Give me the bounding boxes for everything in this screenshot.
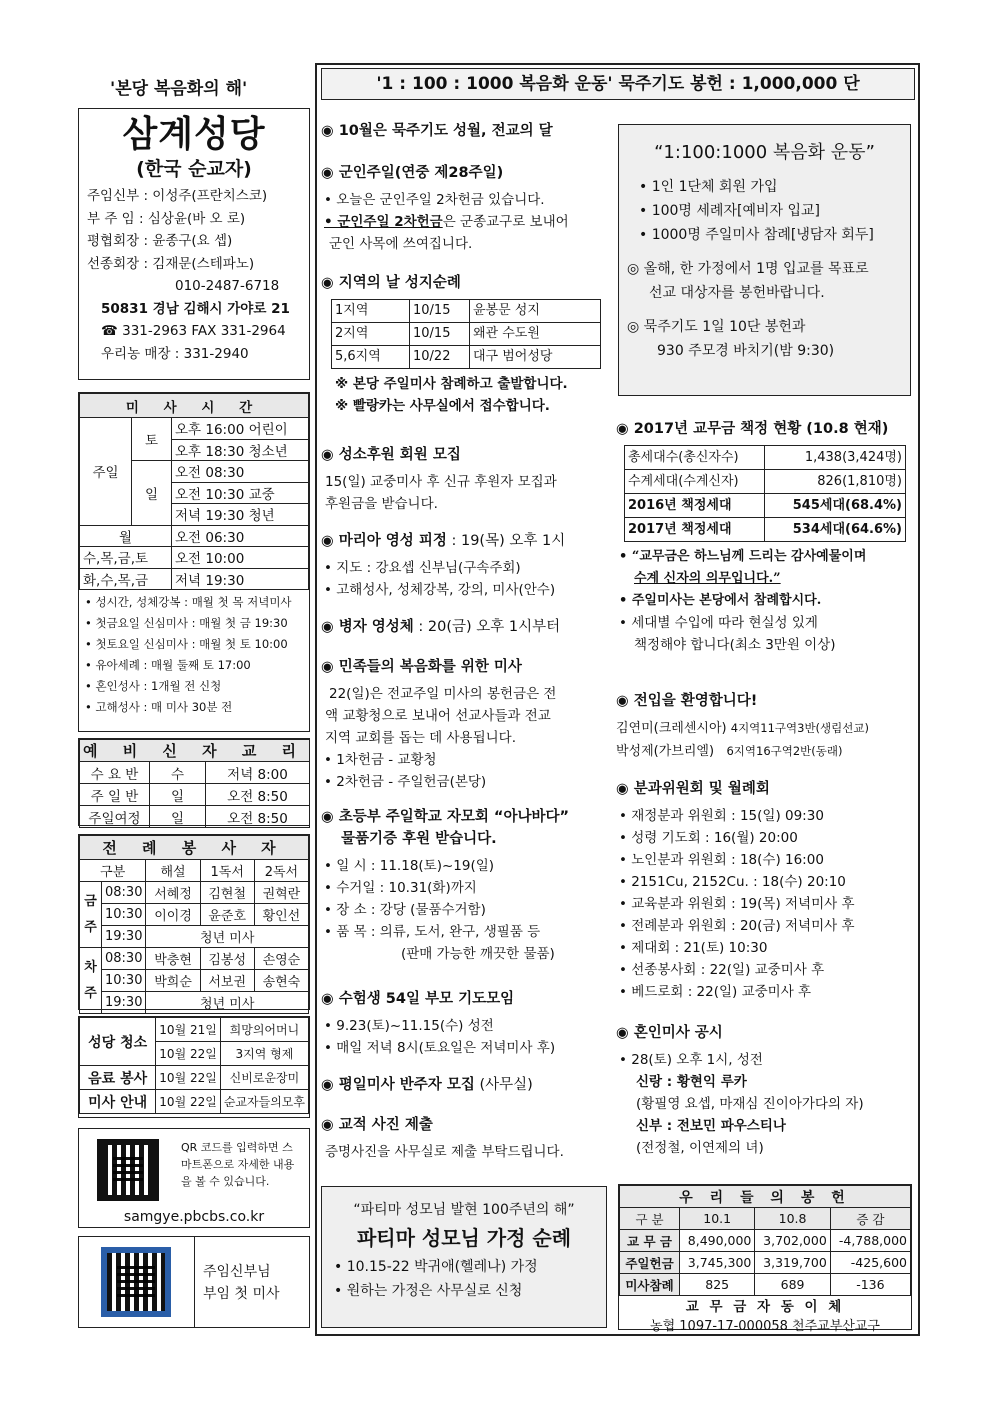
note-item: • 성시간, 성체강복 : 매월 첫 목 저녁미사 — [85, 595, 292, 609]
text-line: 후원금을 받습니다. — [325, 496, 438, 512]
shop: 우리농 매장 : 331-2940 — [101, 345, 249, 362]
note-item: • 첫금요일 신심미사 : 매월 첫 금 19:30 — [85, 616, 288, 630]
class-day: 수 — [150, 762, 206, 784]
movement-title: “1:100:1000 복음화 운동” — [654, 142, 875, 163]
meeting-item: • 선종봉사회 : 22(일) 교중미사 후 — [619, 962, 825, 978]
text-line: • 1인 1단체 회원 가입 — [639, 179, 778, 195]
text-line: • 2차헌금 - 주일헌금(본당) — [324, 774, 487, 790]
duty-label: 음료 봉사 — [80, 1066, 156, 1090]
pilgrimage-table: 1지역 10/15 윤봉문 성지 2지역 10/15 왜관 수도원 5,6지역 10/22 대구 범어성당 — [331, 299, 601, 369]
mass-time: 오전 10:00 — [172, 547, 309, 569]
mass-day: 월 — [80, 525, 172, 547]
newcomer-name: 박성제(가브리엘) — [616, 744, 715, 759]
class-name: 주일여정 — [80, 806, 150, 828]
text-line: • 100명 세례자[예비자 입교] — [639, 203, 820, 219]
exam-prayer-title: ◉ 수험생 54일 부모 기도모임 — [321, 991, 515, 1007]
fatima-year: “파티마 성모님 발현 100주년의 해” — [353, 1202, 575, 1218]
text-line: • 세대별 수입에 따라 현실성 있게 — [619, 615, 818, 631]
year-theme: '본당 복음화의 해' — [110, 79, 248, 99]
col-head: 구분 — [80, 860, 146, 882]
time-cell: 19:30 — [102, 926, 146, 948]
text-line: (황필영 요셉, 마재심 진이아가다의 자) — [636, 1096, 864, 1112]
text-line: 지역 교회를 돕는 데 사용됩니다. — [325, 730, 516, 746]
class-time: 오전 8:50 — [206, 784, 310, 806]
text-line: ◎ 묵주기도 1일 10단 봉헌과 — [627, 319, 806, 335]
qr-code-icon[interactable] — [101, 1247, 171, 1317]
mass-times — [78, 392, 310, 732]
anabada-title: ◉ 초등부 주일학교 자모회 “아나바다” — [321, 809, 570, 825]
duty-date: 10월 21일 — [156, 1018, 221, 1042]
duty-label: 성당 청소 — [80, 1018, 156, 1066]
meetings-title: ◉ 분과위원회 및 월례회 — [616, 781, 770, 797]
staff-council: 평협회장 : 윤종구(요 셉) — [87, 233, 233, 249]
sat-label: 토 — [132, 418, 172, 461]
mass-time: 오전 08:30 — [172, 461, 309, 483]
text-line: • 군인주일 2차헌금 — [324, 214, 443, 230]
name-cell: 이이경 — [146, 904, 200, 926]
groom: 신랑 : 황현익 루카 — [636, 1074, 747, 1090]
note-item: • 유아세례 : 매월 둘째 토 17:00 — [85, 658, 251, 672]
duty-group: 순교자들의모후 — [220, 1090, 308, 1114]
duty-group: 3지역 형제 — [220, 1042, 308, 1066]
text-line: • 수거일 : 10.31(화)까지 — [324, 880, 477, 896]
text-line: • 고해성사, 성체강복, 강의, 미사(안수) — [324, 582, 556, 598]
text-line: (전정철, 이연제의 녀) — [636, 1140, 764, 1156]
first-mass-label: 주임신부님 부임 첫 미사 — [203, 1264, 280, 1302]
meeting-item: • 제대회 : 21(토) 10:30 — [619, 940, 768, 956]
time-cell: 10:30 — [102, 904, 146, 926]
tel-fax: ☎ 331-2963 FAX 331-2964 — [101, 323, 286, 339]
movement-box — [618, 124, 911, 396]
text-line: • 1000명 주일미사 참례[냉담자 회두] — [639, 227, 874, 243]
name-cell: 손영순 — [254, 948, 308, 970]
text-line: • 매일 저녁 8시(토요일은 저녁미사 후) — [324, 1040, 556, 1056]
qr-box — [78, 1128, 310, 1228]
text-line: 증명사진을 사무실로 제출 부탁드립니다. — [325, 1144, 564, 1160]
offering-title: 우 리 들 의 봉 헌 — [620, 1186, 911, 1208]
time-cell: 10:30 — [102, 970, 146, 992]
auto-transfer-label: 교 무 금 자 동 이 체 — [685, 1299, 845, 1315]
mass-day: 수,목,금,토 — [80, 547, 172, 569]
name-cell: 서혜정 — [146, 882, 200, 904]
text-line: • 1차헌금 - 교황청 — [324, 752, 437, 768]
qr-code-icon[interactable] — [97, 1139, 159, 1201]
parish-info-box — [78, 108, 310, 380]
name-cell: 송현숙 — [254, 970, 308, 992]
vocation-title: ◉ 성소후원 회원 모집 — [321, 447, 461, 463]
name-cell: 박충현 — [146, 948, 200, 970]
text-line: • 28(토) 오후 1시, 성전 — [619, 1052, 763, 1068]
catechumen-title: 예 비 신 자 교 리 — [80, 740, 310, 762]
youth-mass: 청년 미사 — [146, 926, 309, 948]
note-item: • 고해성사 : 매 미사 30분 전 — [85, 700, 233, 714]
rosary-month: ◉ 10월은 묵주기도 성월, 전교의 달 — [321, 123, 553, 139]
mission-mass-title: ◉ 민족들의 복음화를 위한 미사 — [321, 659, 522, 675]
photo-title: ◉ 교적 사진 제출 — [321, 1117, 433, 1133]
text-line: 수계 신자의 의무입니다.” — [634, 571, 781, 586]
fatima-box — [321, 1186, 607, 1328]
mass-notes — [79, 590, 309, 720]
youth-mass: 청년 미사 — [146, 992, 309, 1014]
name-cell: 김봉성 — [200, 948, 254, 970]
duty-group: 신비로운장미 — [220, 1066, 308, 1090]
text-line: 액 교황청으로 보내어 선교사들과 전교 — [325, 708, 551, 724]
newcomer-area: 4지역11구역3반(생림선교) — [730, 721, 869, 735]
welcome-title: ◉ 전입을 환영합니다! — [616, 693, 758, 709]
text-line: ※ 빨랑카는 사무실에서 접수합니다. — [335, 398, 550, 414]
text-line: • 장 소 : 강당 (물품수거함) — [324, 902, 486, 918]
duty-table — [78, 1016, 310, 1118]
col-head: 해설 — [146, 860, 200, 882]
liturgy-table — [78, 834, 310, 1010]
retreat-title: ◉ 마리아 영성 피정 : 19(목) 오후 1시 — [321, 533, 566, 549]
time-cell: 08:30 — [102, 882, 146, 904]
class-name: 수 요 반 — [80, 762, 150, 784]
duty-date: 10월 22일 — [156, 1090, 221, 1114]
name-cell: 박희순 — [146, 970, 200, 992]
bank-account: 농협 1097-17-000058 천주교부산교구 — [650, 1319, 880, 1334]
name-cell: 황인선 — [254, 904, 308, 926]
class-time: 오전 8:50 — [206, 806, 310, 828]
catechumen-table — [78, 738, 310, 826]
address: 50831 경남 김해시 가야로 21 — [101, 300, 290, 317]
name-cell: 서보권 — [200, 970, 254, 992]
class-name: 주 일 반 — [80, 784, 150, 806]
time-cell: 19:30 — [102, 992, 146, 1014]
staff-assistant: 부 주 임 : 심상윤(바 오 로) — [87, 210, 246, 227]
newcomer-name: 김연미(크레센시아) — [616, 721, 727, 736]
sick-communion-title: ◉ 병자 영성체 : 20(금) 오후 1시부터 — [321, 619, 561, 635]
duty-group: 희망의어머니 — [220, 1018, 308, 1042]
video-box — [78, 1236, 310, 1328]
dues-title: ◉ 2017년 교무금 책정 현황 (10.8 현재) — [616, 421, 889, 437]
duty-label: 미사 안내 — [80, 1090, 156, 1114]
note-item: • 혼인성사 : 1개월 전 신청 — [85, 679, 222, 693]
text-line: • 일 시 : 11.18(토)~19(일) — [324, 858, 495, 874]
text-line: ◎ 올해, 한 가정에서 1명 입교를 목표로 — [627, 261, 869, 277]
text-line: 15(일) 교중미사 후 신규 후원자 모집과 — [325, 474, 557, 490]
col-head: 2독서 — [254, 860, 308, 882]
text-line: • 품 목 : 의류, 도서, 완구, 생필품 등 — [324, 924, 541, 940]
text-line: • 9.23(토)~11.15(수) 성전 — [324, 1018, 494, 1034]
qr-text: QR 코드를 입력하면 스마트폰으로 자세한 내용을 볼 수 있습니다. — [181, 1141, 295, 1188]
name-cell: 권혁란 — [254, 882, 308, 904]
meeting-item: • 교육분과 위원회 : 19(목) 저녁미사 후 — [619, 896, 855, 912]
mass-day: 화,수,목,금 — [80, 568, 172, 590]
col-head: 1독서 — [200, 860, 254, 882]
text-line: 은 군종교구로 보내어 — [442, 214, 569, 230]
military-sunday-title: ◉ 군인주일(연중 제28주일) — [321, 165, 504, 181]
mass-time: 저녁 19:30 — [172, 568, 309, 590]
dues-table: 총세대수(총신자수) 1,438(3,424명) 수계세대(수계신자) 826(1,810명) 2016년 책정세대 545세대(68.4%) 2017년 책정세대 534세대(64.6%) — [624, 445, 906, 542]
mass-time: 오후 18:30 청소년 — [172, 439, 309, 461]
text-line: • “교무금은 하느님께 드리는 감사예물이며 — [619, 549, 867, 564]
mass-title: 미 사 시 간 — [80, 394, 309, 418]
staff-funeral: 선종회장 : 김재문(스테파노) — [87, 255, 255, 272]
class-day: 일 — [150, 784, 206, 806]
text-line: 930 주모경 바치기(밤 9:30) — [657, 343, 835, 359]
meeting-item: • 2151Cu, 2152Cu. : 18(수) 20:10 — [619, 874, 846, 890]
meeting-item: • 전례분과 위원회 : 20(금) 저녁미사 후 — [619, 918, 855, 934]
text-line: • 오늘은 군인주일 2차헌금 있습니다. — [324, 192, 545, 208]
parish-subtitle: (한국 순교자) — [136, 158, 252, 180]
mass-time: 오후 16:00 어린이 — [172, 418, 309, 440]
bride: 신부 : 전보민 파우스티나 — [636, 1118, 786, 1134]
note-item: • 첫토요일 신심미사 : 매월 첫 토 10:00 — [85, 637, 288, 651]
class-day: 일 — [150, 806, 206, 828]
anabada-subtitle: 물품기증 후원 받습니다. — [341, 831, 497, 847]
meeting-item: • 노인분과 위원회 : 18(수) 16:00 — [619, 852, 824, 868]
duty-date: 10월 22일 — [156, 1066, 221, 1090]
sunday-label: 주일 — [80, 418, 132, 526]
group-label: 차주 — [80, 948, 102, 1014]
parish-name: 삼계성당 — [122, 114, 266, 155]
text-line: 22(일)은 전교주일 미사의 봉헌금은 전 — [329, 686, 557, 702]
text-line: • 원하는 가정은 사무실로 신청 — [334, 1283, 523, 1299]
website-link[interactable]: samgye.pbcbs.co.kr — [123, 1209, 265, 1225]
fatima-title: 파티마 성모님 가정 순례 — [356, 1226, 572, 1250]
pilgrimage-title: ◉ 지역의 날 성지순례 — [321, 275, 461, 291]
text-line: 선교 대상자를 봉헌바랍니다. — [649, 285, 825, 301]
staff-pastor: 주임신부 : 이성주(프란치스코) — [87, 188, 268, 204]
time-cell: 08:30 — [102, 948, 146, 970]
offering-table: 우 리 들 의 봉 헌 구 분 10.1 10.8 증 감 교 무 금 8,490,000 3,702,000 -4,788,000 주일헌금 3,745,300 3,319,700 -425,600 미사참례 825 689 -136 교 무 금 자 동 이 체 농협 1097-17-000058 천주교부산교구 — [618, 1184, 912, 1330]
text-line: ※ 본당 주일미사 참례하고 출발합니다. — [335, 376, 568, 392]
text-line: 군인 사목에 쓰여집니다. — [329, 236, 473, 252]
class-time: 저녁 8:00 — [206, 762, 310, 784]
newcomer-area: 6지역16구역2반(동래) — [726, 744, 843, 758]
text-line: (판매 가능한 깨끗한 물품) — [401, 946, 555, 962]
meeting-item: • 베드로회 : 22(일) 교중미사 후 — [619, 984, 812, 1000]
name-cell: 윤준호 — [200, 904, 254, 926]
wedding-title: ◉ 혼인미사 공시 — [616, 1025, 723, 1041]
banner: '1 : 100 : 1000 복음화 운동' 묵주기도 봉헌 : 1,000,000 단 — [321, 68, 915, 100]
name-cell: 김현철 — [200, 882, 254, 904]
sun-label: 일 — [132, 461, 172, 526]
text-line: 책정해야 합니다(최소 3만원 이상) — [634, 637, 836, 653]
mass-time: 오전 10:30 교중 — [172, 482, 309, 504]
mass-time: 오전 06:30 — [172, 525, 309, 547]
text-line: • 주일미사는 본당에서 참례합시다. — [619, 593, 822, 608]
meeting-item: • 성령 기도회 : 16(월) 20:00 — [619, 830, 798, 846]
duty-date: 10월 22일 — [156, 1042, 221, 1066]
mass-time: 저녁 19:30 청년 — [172, 504, 309, 526]
liturgy-title: 전 례 봉 사 자 — [80, 836, 309, 860]
phone: 010-2487-6718 — [175, 278, 280, 294]
meeting-item: • 재정분과 위원회 : 15(일) 09:30 — [619, 808, 824, 824]
text-line: • 10.15-22 박귀애(헬레나) 가정 — [334, 1259, 538, 1275]
group-label: 금주 — [80, 882, 102, 948]
text-line: • 지도 : 강요셉 신부님(구속주회) — [324, 560, 521, 576]
organist-title: ◉ 평일미사 반주자 모집 (사무실) — [321, 1077, 533, 1093]
